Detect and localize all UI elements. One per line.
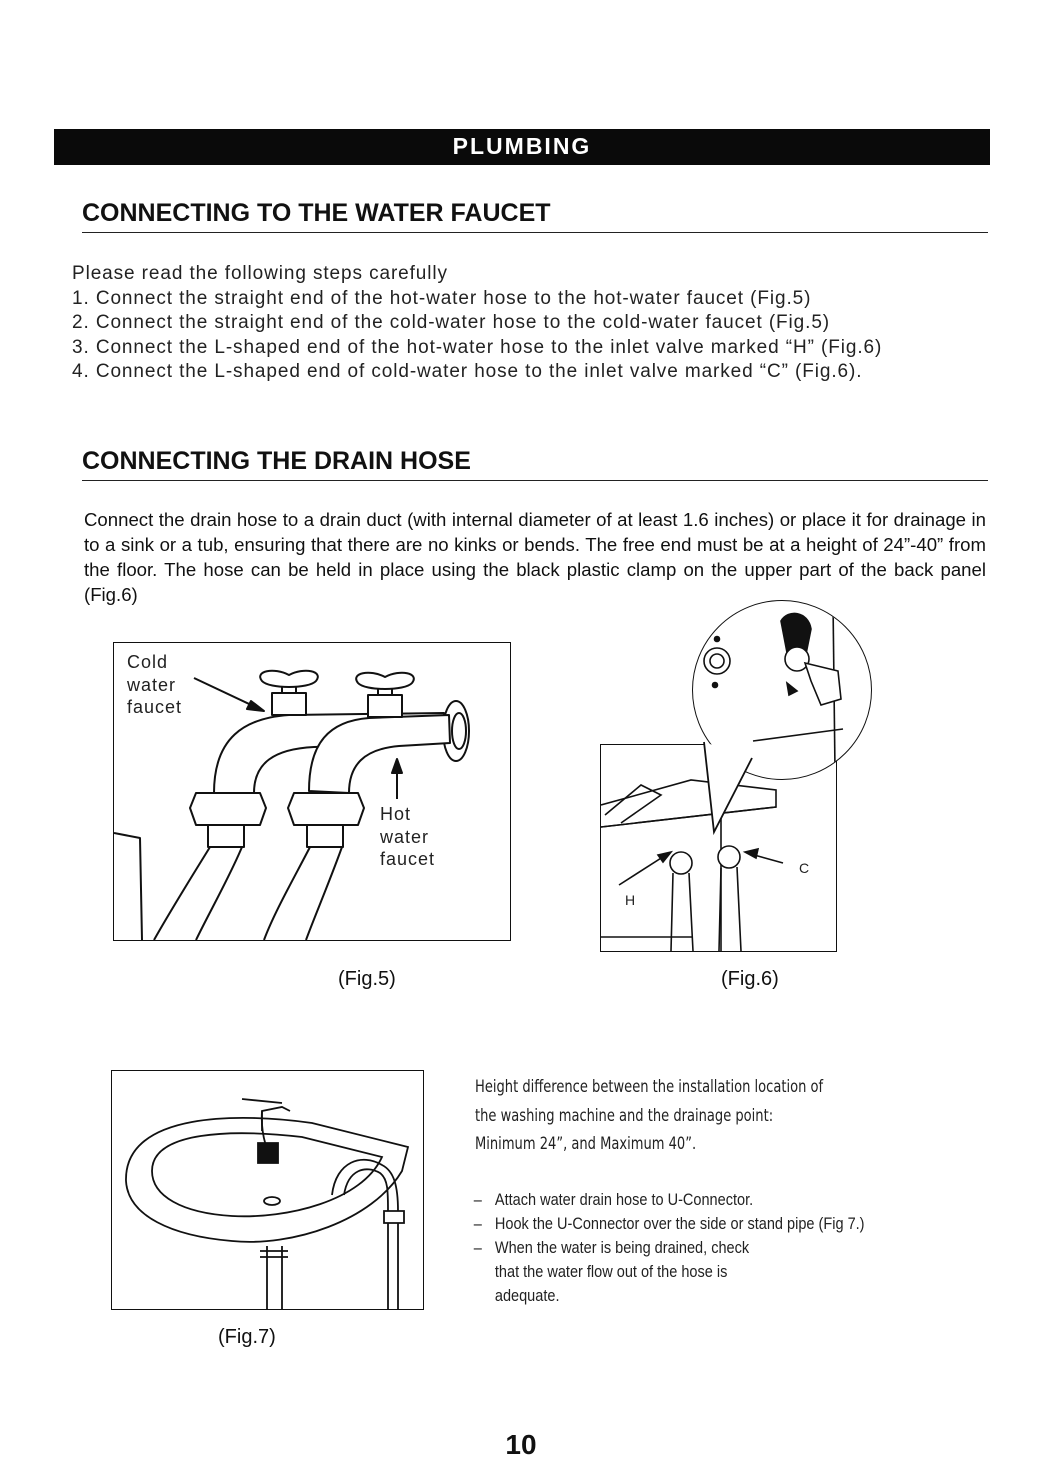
drain-step (472, 1212, 965, 1236)
cold-label-line: Cold (127, 652, 169, 672)
cold-label-line: faucet (127, 697, 183, 717)
fig5-caption: (Fig.5) (338, 968, 396, 990)
fig6-caption: (Fig.6) (721, 968, 779, 990)
drain-step-text: Hook the U-Connector over the side or stand pipe (Fig 7.) (494, 1215, 865, 1233)
faucet-section-heading: CONNECTING TO THE WATER FAUCET (82, 199, 988, 233)
dash-bullet: – (473, 1191, 482, 1209)
valve-h-label: H (625, 892, 636, 908)
page-number: 10 (505, 1429, 537, 1460)
drain-step (472, 1236, 965, 1308)
valve-c-label: C (799, 860, 810, 876)
dash-bullet: – (473, 1239, 482, 1257)
drain-step-text: that the water flow out of the hose is (494, 1263, 728, 1281)
fig7-sink-illustration (111, 1070, 424, 1310)
hot-label-line: Hot (380, 804, 412, 824)
drain-step-text: Attach water drain hose to U-Connector. (494, 1191, 754, 1209)
height-note-line: Minimum 24”, and Maximum 40”. (475, 1134, 697, 1153)
height-note-line: the washing machine and the drainage point: (475, 1105, 774, 1125)
faucet-step: 4. Connect the L-shaped end of cold-water hose to the inlet valve marked “C” (Fig.6). (72, 361, 863, 382)
dash-bullet: – (473, 1215, 482, 1233)
fig7-caption: (Fig.7) (218, 1326, 276, 1348)
fig5-faucet-illustration (113, 642, 511, 941)
drain-step (472, 1188, 965, 1212)
faucet-step: 2. Connect the straight end of the cold-water hose to the cold-water faucet (Fig.5) (72, 312, 831, 333)
height-difference-note (475, 1073, 933, 1159)
section-banner (54, 129, 990, 165)
cold-label-line: water (127, 674, 177, 695)
hot-label-line: water (380, 826, 430, 847)
height-note-line: Height difference between the installation location of (475, 1077, 824, 1096)
drain-step-text: When the water is being drained, check (494, 1239, 750, 1257)
cold-faucet-label (127, 651, 182, 719)
drain-step-text: adequate. (494, 1287, 560, 1305)
inset-callout-pointer (700, 740, 770, 840)
hot-label-line: faucet (380, 849, 436, 869)
banner-title: PLUMBING (452, 133, 592, 159)
drain-steps-list (472, 1188, 965, 1308)
faucet-intro: Please read the following steps carefully (72, 263, 448, 284)
sink-drawing (112, 1071, 423, 1309)
drain-section-heading: CONNECTING THE DRAIN HOSE (82, 447, 988, 481)
faucet-step: 1. Connect the straight end of the hot-water hose to the hot-water faucet (Fig.5) (72, 287, 812, 309)
drain-instructions: Connect the drain hose to a drain duct (with internal diameter of at least 1.6 inches) or place it for drainage in to a sink or a tub, ensuring that there are no kinks or bends. The free end must be at a height of 24”-40” from the floor. The hose can be held in place using the black plastic clamp on the upper part of the back panel (Fig.6) (84, 509, 986, 605)
faucet-step: 3. Connect the L-shaped end of the hot-water hose to the inlet valve marked “H” (Fig.6) (72, 336, 883, 358)
faucet-instructions (72, 262, 1002, 385)
hot-faucet-label (380, 803, 435, 871)
